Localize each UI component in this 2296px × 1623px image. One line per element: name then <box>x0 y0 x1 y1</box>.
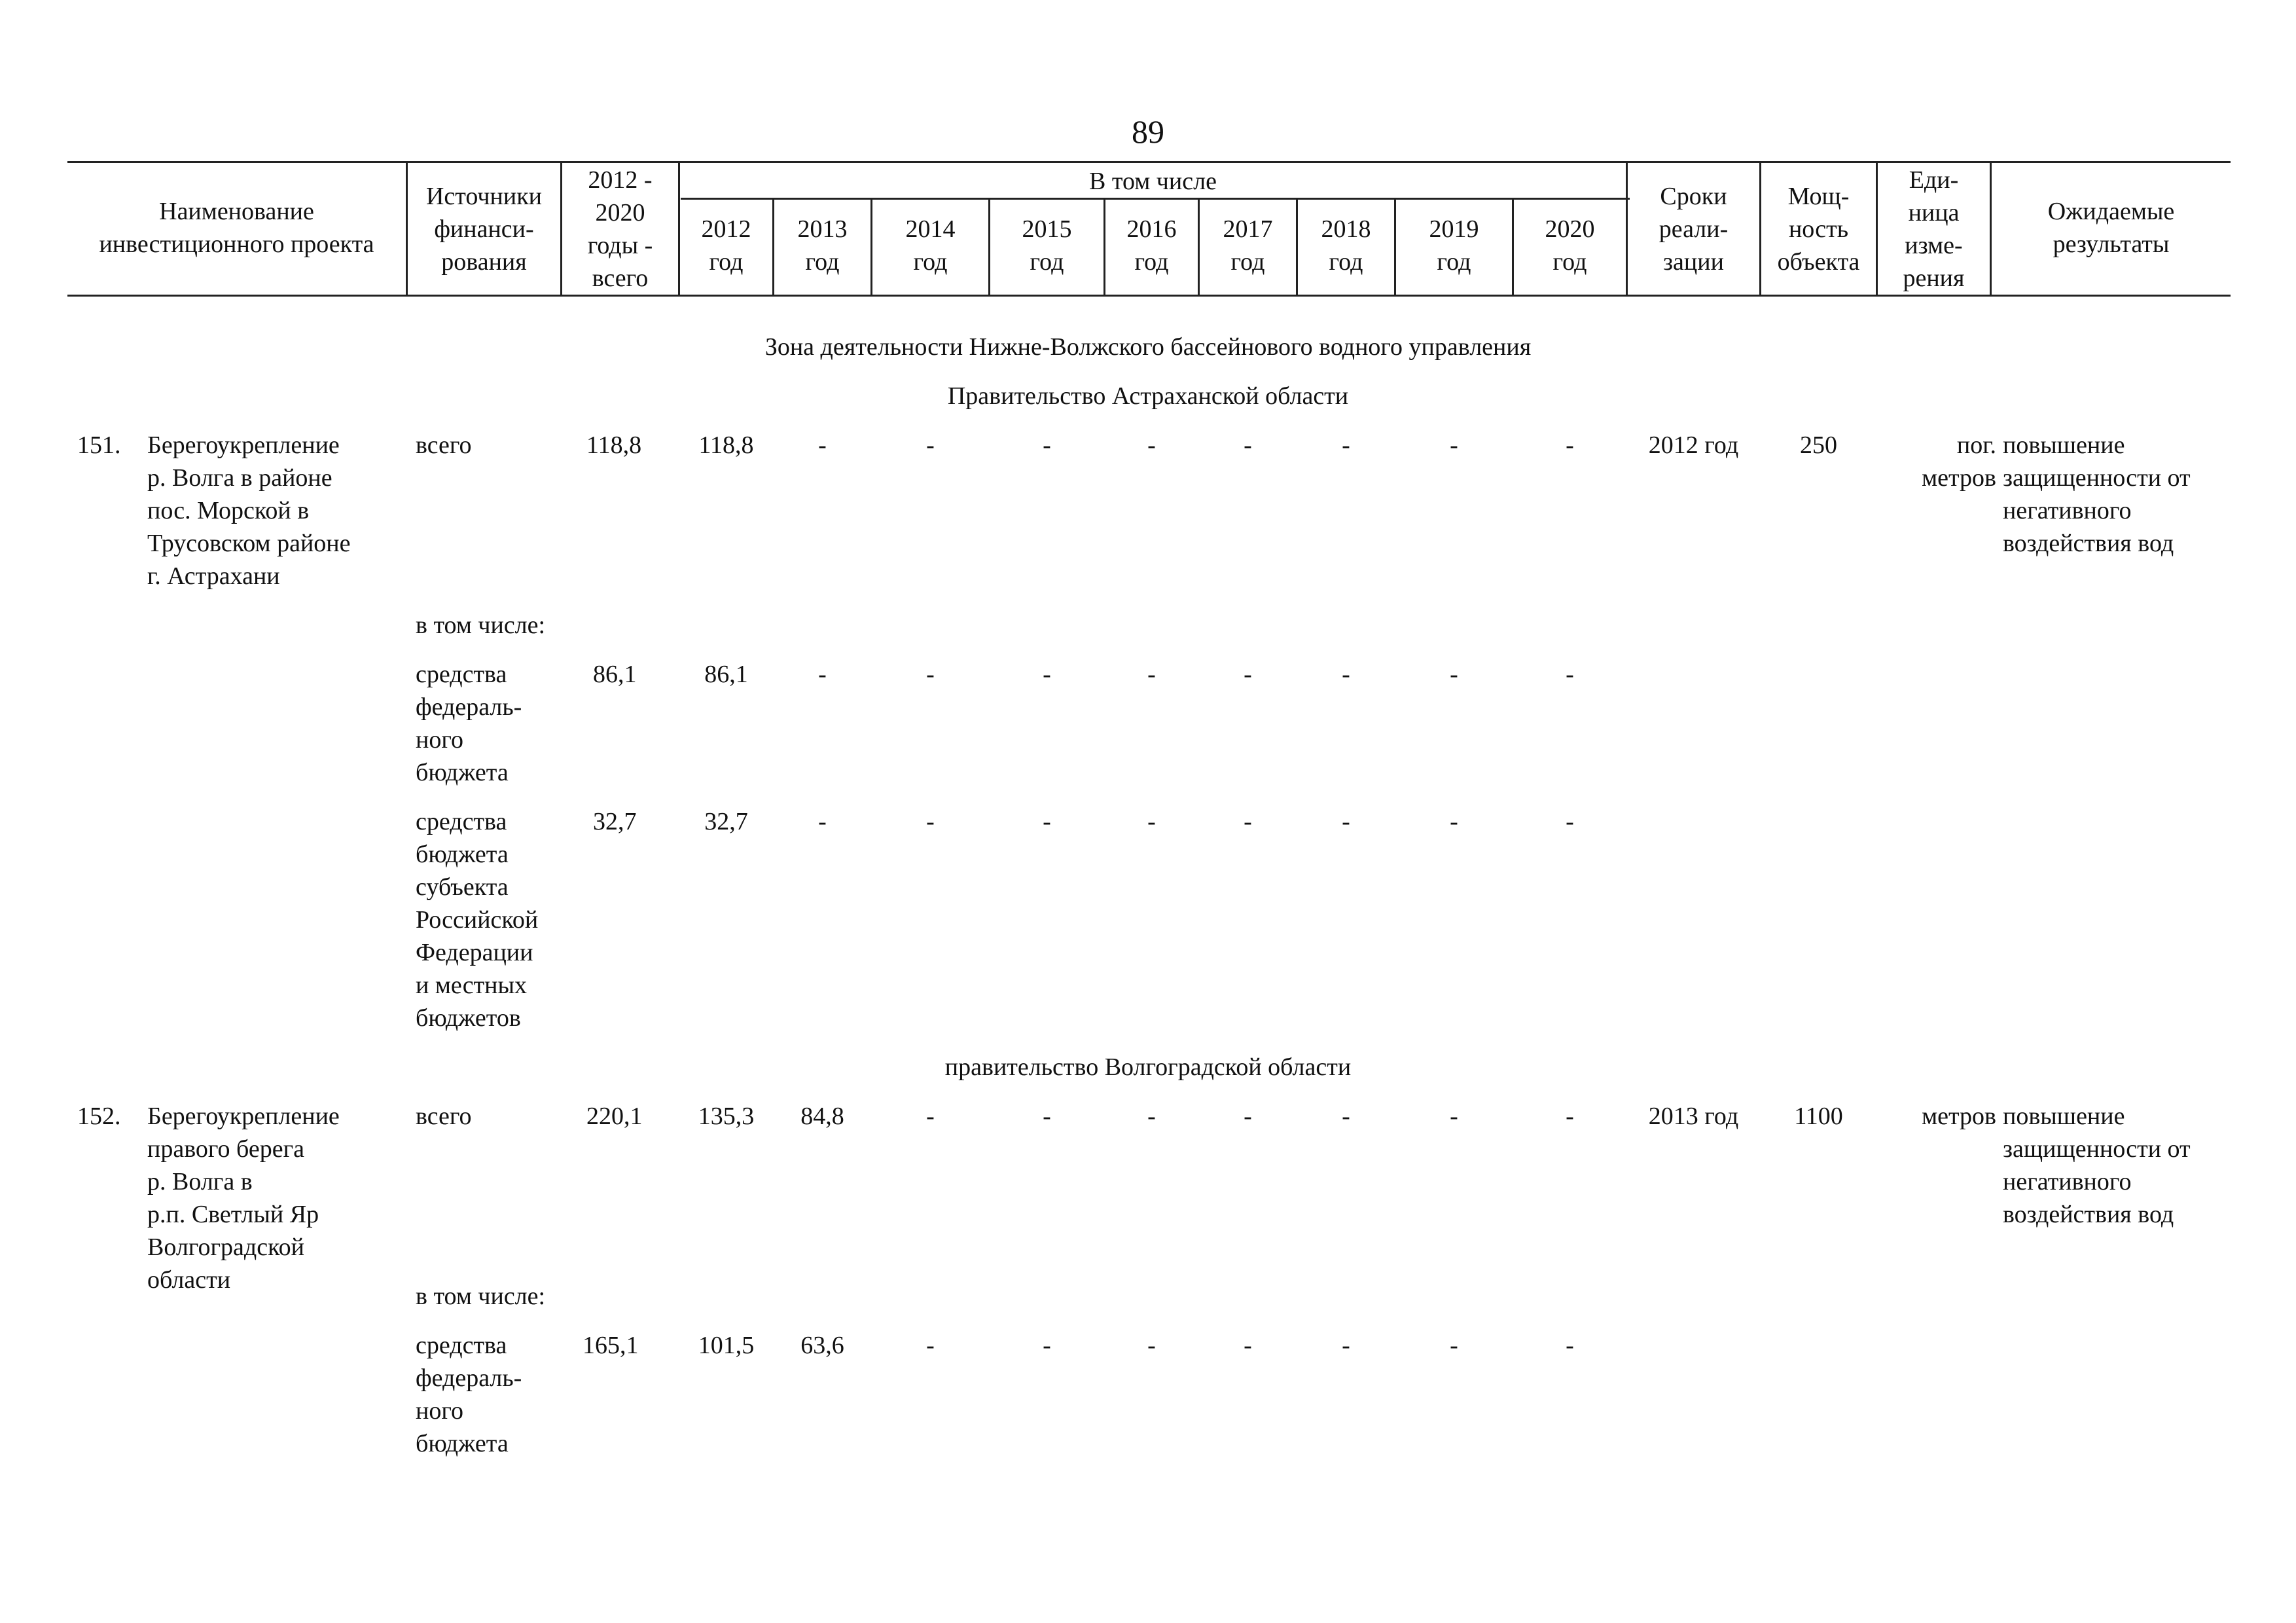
total-cell: 118,8 <box>586 431 642 459</box>
year-cell: 118,8 <box>698 431 754 459</box>
year-cell: - <box>1450 1103 1458 1130</box>
year-cell: - <box>1450 431 1458 459</box>
year-cell: 86,1 <box>704 661 748 688</box>
year-cell: - <box>1566 1332 1574 1359</box>
project-number: 152. <box>77 1103 121 1130</box>
source-cell: всего <box>416 1103 472 1130</box>
year-cell: - <box>1450 808 1458 835</box>
result-cell: повышение защищенности от негативного воздействия вод <box>2003 1103 2191 1228</box>
header-year: 2020 год <box>1545 215 1595 276</box>
header-sources: Источники финанси- рования <box>425 183 542 276</box>
year-cell: - <box>1244 1332 1252 1359</box>
term-cell: 2012 год <box>1648 431 1739 459</box>
term-cell: 2013 год <box>1648 1103 1739 1130</box>
project-name: Берегоукрепление р. Волга в районе пос. Морской в Трусовском районе г. Астрахани <box>147 431 351 590</box>
capacity-cell: 1100 <box>1794 1103 1843 1130</box>
year-cell: - <box>1043 1103 1051 1130</box>
year-cell: - <box>818 808 827 835</box>
year-cell: - <box>926 1103 935 1130</box>
header-total: 2012 - 2020 годы - всего <box>587 166 653 292</box>
year-cell: - <box>1147 1332 1156 1359</box>
including-label: в том числе: <box>416 611 546 639</box>
year-cell: - <box>1043 661 1051 688</box>
header-name: Наименование инвестиционного проекта <box>99 198 374 258</box>
year-cell: - <box>926 431 935 459</box>
year-cell: - <box>1566 808 1574 835</box>
capacity-cell: 250 <box>1800 431 1837 459</box>
source-cell: средства федераль- ного бюджета <box>416 1332 522 1457</box>
year-cell: 32,7 <box>704 808 748 835</box>
year-cell: - <box>1566 1103 1574 1130</box>
total-cell: 86,1 <box>593 661 637 688</box>
year-cell: - <box>1450 661 1458 688</box>
year-cell: - <box>1043 1332 1051 1359</box>
header-bottom-rule <box>67 295 2231 297</box>
zone-title: Зона деятельности Нижне-Волжского бассейнового водного управления <box>764 333 1532 361</box>
project-name: Берегоукрепление правого берега р. Волга в р.п. Светлый Яр Волгоградской области <box>147 1103 340 1294</box>
header-unit: Еди- ница изме- рения <box>1903 166 1965 292</box>
year-cell: - <box>926 1332 935 1359</box>
header-results: Ожидаемые результаты <box>2047 198 2175 258</box>
header-year: 2013 год <box>797 215 848 276</box>
year-cell: 84,8 <box>800 1103 844 1130</box>
year-cell: - <box>1342 431 1350 459</box>
region-title: правительство Волгоградской области <box>944 1053 1352 1081</box>
header-capacity: Мощ- ность объекта <box>1777 183 1860 276</box>
including-label: в том числе: <box>416 1283 546 1310</box>
year-cell: - <box>1147 431 1156 459</box>
year-cell: - <box>1566 431 1574 459</box>
header-including: В том числе <box>1089 168 1217 195</box>
header-year: 2014 год <box>905 215 956 276</box>
total-cell: 165,1 <box>583 1332 639 1359</box>
source-cell: всего <box>416 431 472 459</box>
region-title: Правительство Астраханской области <box>947 382 1349 410</box>
result-cell: повышение защищенности от негативного воздействия вод <box>2003 431 2191 557</box>
total-cell: 220,1 <box>586 1103 643 1130</box>
header-top-rule <box>67 161 2231 163</box>
source-cell: средства федераль- ного бюджета <box>416 661 522 786</box>
year-cell: - <box>926 661 935 688</box>
total-cell: 32,7 <box>593 808 637 835</box>
year-cell: 135,3 <box>698 1103 755 1130</box>
header-year: 2016 год <box>1126 215 1177 276</box>
header-terms: Сроки реали- зации <box>1659 183 1729 276</box>
unit-cell: метров <box>1922 1103 1996 1130</box>
year-cell: - <box>1566 661 1574 688</box>
project-number: 151. <box>77 431 121 459</box>
page-number: 89 <box>1132 113 1164 150</box>
year-cell: - <box>1342 1332 1350 1359</box>
year-cell: - <box>1244 1103 1252 1130</box>
source-cell: средства бюджета субъекта Российской Федерации и местных бюджетов <box>416 808 539 1032</box>
year-cell: - <box>1450 1332 1458 1359</box>
year-cell: - <box>1342 1103 1350 1130</box>
header-year: 2012 год <box>701 215 751 276</box>
year-cell: - <box>926 808 935 835</box>
header-year: 2019 год <box>1429 215 1479 276</box>
year-cell: - <box>1244 661 1252 688</box>
year-cell: - <box>1342 661 1350 688</box>
header-year: 2015 год <box>1022 215 1072 276</box>
year-cell: - <box>818 661 827 688</box>
year-cell: - <box>1147 1103 1156 1130</box>
header-year: 2018 год <box>1321 215 1371 276</box>
year-cell: 63,6 <box>800 1332 844 1359</box>
header-mid-rule <box>681 198 1630 200</box>
year-cell: 101,5 <box>698 1332 755 1359</box>
unit-cell: пог. метров <box>1922 431 1996 492</box>
year-cell: - <box>1244 431 1252 459</box>
year-cell: - <box>818 431 827 459</box>
year-cell: - <box>1147 808 1156 835</box>
year-cell: - <box>1342 808 1350 835</box>
year-cell: - <box>1043 808 1051 835</box>
year-cell: - <box>1244 808 1252 835</box>
header-year: 2017 год <box>1223 215 1273 276</box>
year-cell: - <box>1147 661 1156 688</box>
year-cell: - <box>1043 431 1051 459</box>
